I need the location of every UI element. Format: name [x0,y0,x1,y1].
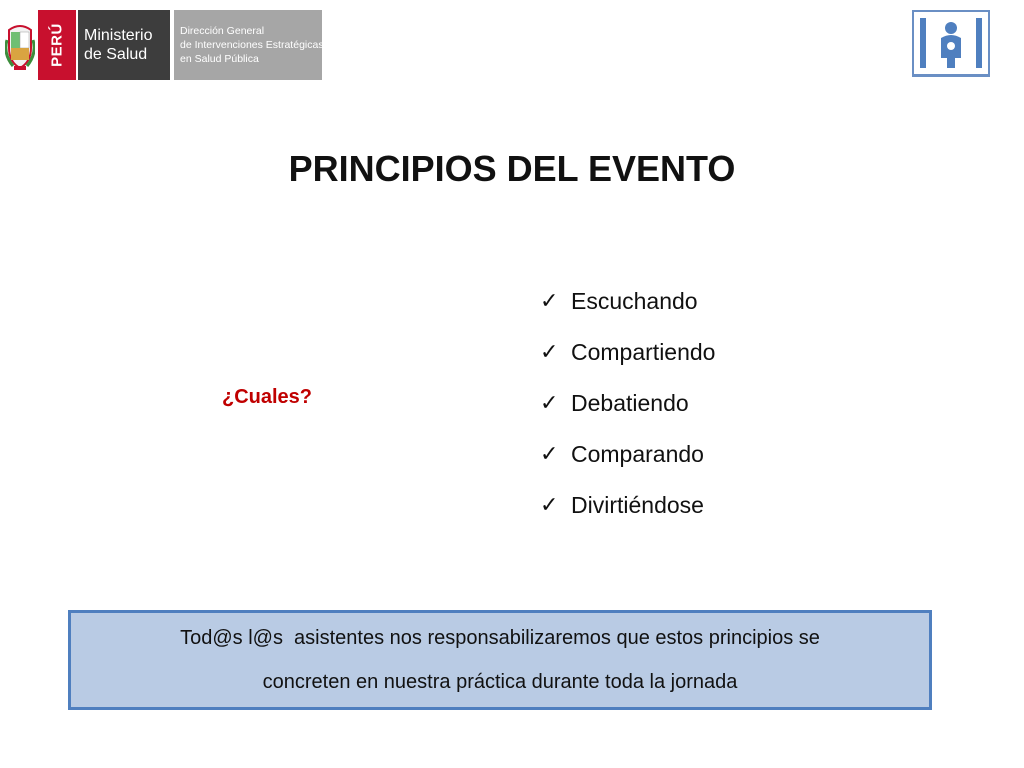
peru-flag-block [38,10,76,80]
principle-text: Divirtiéndose [571,492,704,518]
commitment-note-box [68,610,932,710]
direccion-name-block [174,10,322,80]
list-item [540,378,715,429]
note-line: Tod@s l@s asistentes nos responsabilizaremos que estos principios se [180,627,820,649]
direccion-line: de Intervenciones Estratégicas [180,39,324,51]
principle-text: Comparando [571,441,704,467]
question-label: ¿Cuales? [222,386,313,408]
family-health-icon [914,12,988,74]
logo-underline [912,74,990,77]
ministry-logo-bar [4,10,322,82]
list-item [540,276,715,327]
ministry-name-block [78,10,170,80]
direccion-line: Dirección General [180,25,265,37]
country-label: PERÚ [48,23,66,67]
principle-text: Escuchando [571,288,698,314]
list-item [540,327,715,378]
list-item [540,480,715,531]
coat-of-arms-icon [4,10,36,82]
ministry-line: de Salud [84,46,148,63]
direccion-line: en Salud Pública [180,53,259,65]
list-item [540,429,715,480]
checkmark-icon: ✓ [540,442,559,467]
family-health-logo [912,10,990,76]
note-line: concreten en nuestra práctica durante toda la jornada [262,671,738,693]
ministry-line: Ministerio [84,27,153,44]
checkmark-icon: ✓ [540,289,559,314]
principle-text: Compartiendo [571,339,716,365]
slide-title: PRINCIPIOS DEL EVENTO [288,148,736,189]
principle-text: Debatiendo [571,390,689,416]
checkmark-icon: ✓ [540,493,559,518]
principles-list [540,276,715,531]
checkmark-icon: ✓ [540,340,559,365]
checkmark-icon: ✓ [540,391,559,416]
